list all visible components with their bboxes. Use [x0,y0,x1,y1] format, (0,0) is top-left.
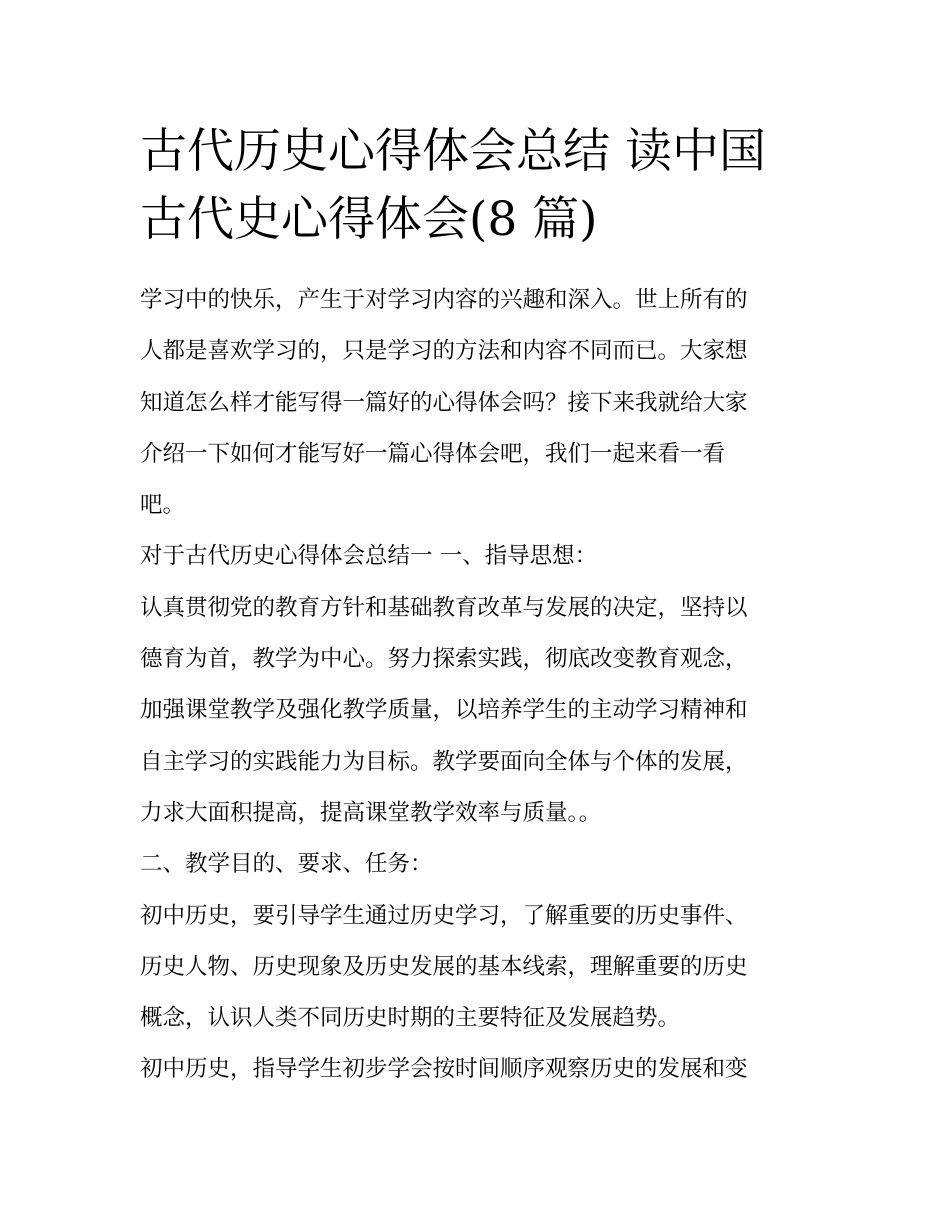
document-title [140,118,840,254]
body-line: 学习中的快乐，产生于对学习内容的兴趣和深入。世上所有的 [140,287,748,313]
body-line: 介绍一下如何才能写好一篇心得体会吧，我们一起来看一看 [140,440,726,467]
body-line: 认真贯彻党的教育方针和基础教育改革与发展的决定，坚持以 [140,594,748,621]
title-line-2: 古代史心得体会(8 篇) [140,192,598,247]
body-line: 力求大面积提高，提高课堂教学效率与质量。。 [140,799,602,826]
body-line: 吧。 [140,492,186,519]
body-line: 历史人物、历史现象及历史发展的基本线索，理解重要的历史 [140,953,748,980]
body-line: 人都是喜欢学习的，只是学习的方法和内容不同而已。大家想 [140,338,748,365]
body-line: 德育为首，教学为中心。努力探索实践，彻底改变教育观念， [140,646,748,673]
section-heading-line: 对于古代历史心得体会总结一 一、指导思想： [140,543,598,570]
body-line: 初中历史，指导学生初步学会按时间顺序观察历史的发展和变 [140,1056,748,1083]
body-line: 知道怎么样才能写得一篇好的心得体会吗？接下来我就给大家 [140,389,748,416]
body-line: 自主学习的实践能力为目标。教学要面向全体与个体的发展， [140,748,748,775]
section-heading-line: 二、教学目的、要求、任务： [140,851,433,878]
body-line: 加强课堂教学及强化教学质量，以培养学生的主动学习精神和 [140,697,748,724]
body-line: 初中历史，要引导学生通过历史学习，了解重要的历史事件、 [140,902,748,929]
title-line-1: 古代历史心得体会总结 读中国 [140,124,766,179]
body-line: 概念，认识人类不同历史时期的主要特征及发展趋势。 [140,1005,681,1032]
document-body [140,280,830,1101]
